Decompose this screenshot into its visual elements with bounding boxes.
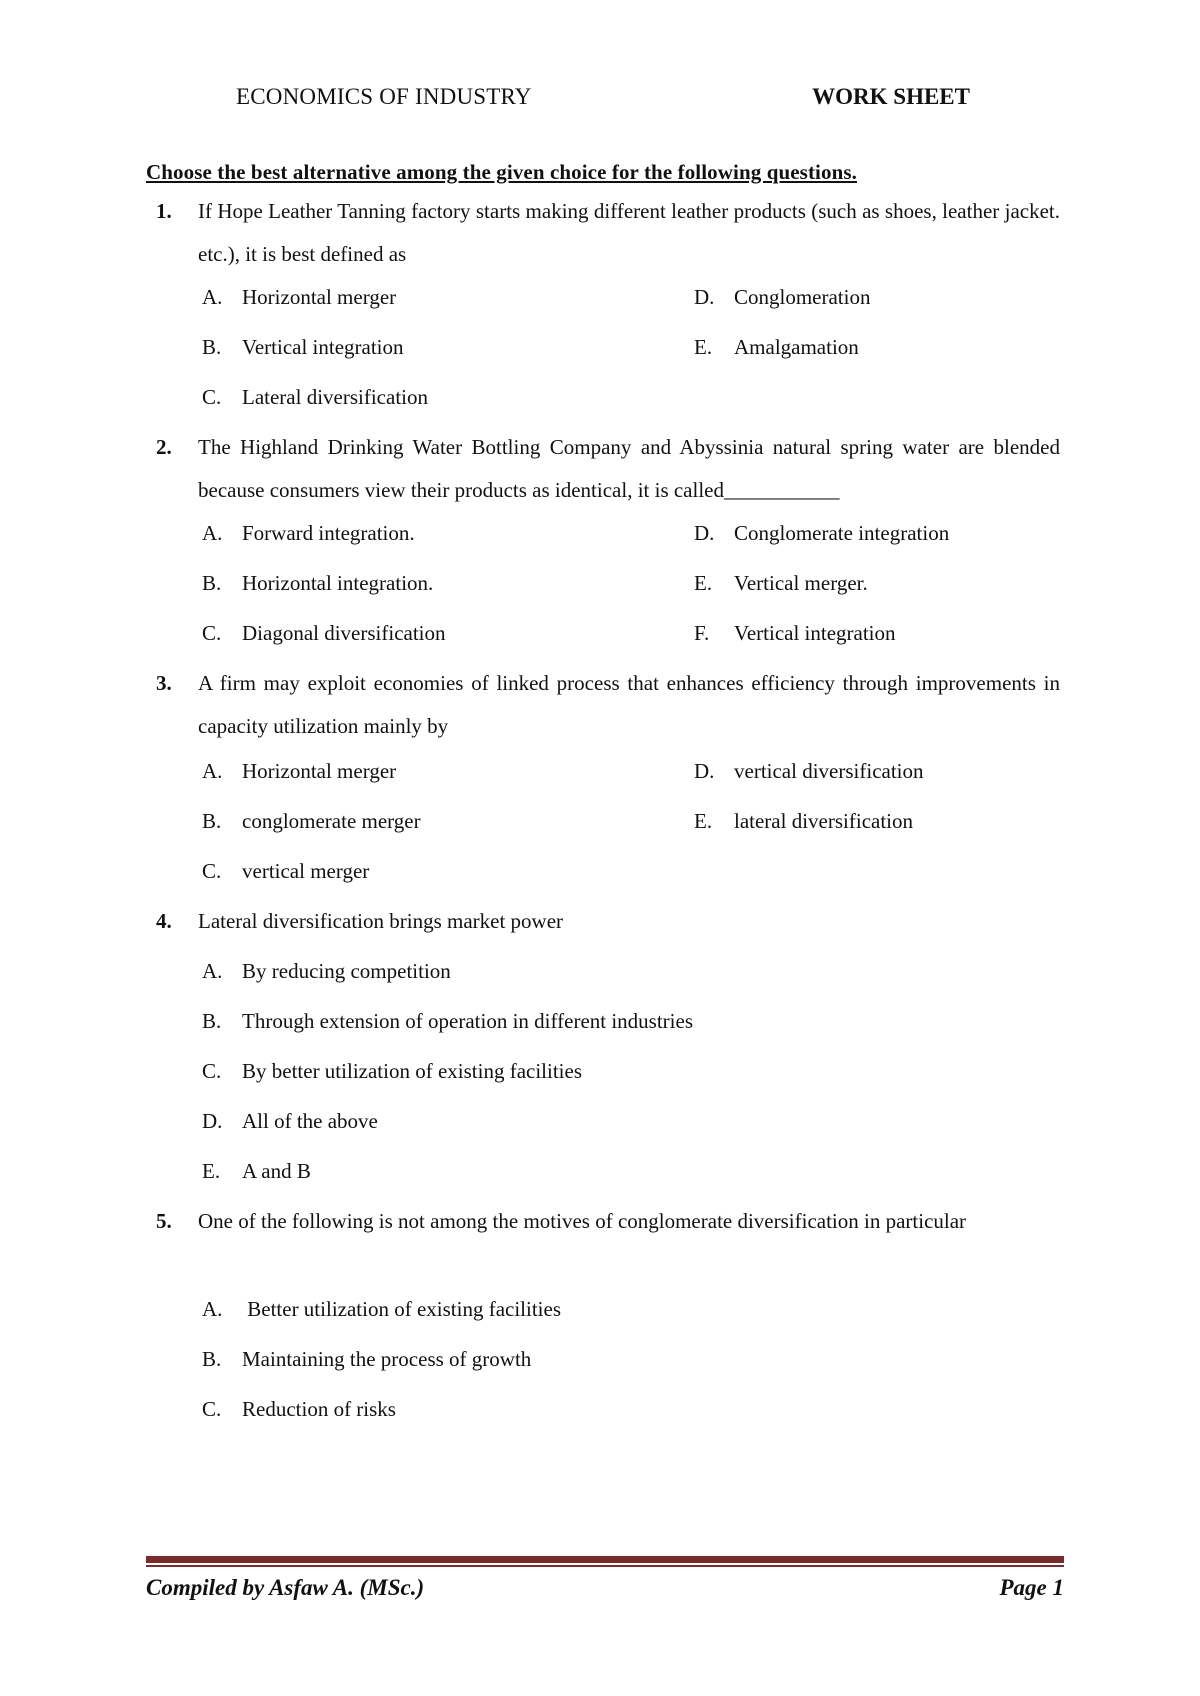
option-letter: B. <box>202 1009 222 1033</box>
option-text: Horizontal merger <box>242 759 397 783</box>
option-letter: B. <box>202 809 222 833</box>
footer-page-number: Page 1 <box>999 1575 1064 1600</box>
option-3e <box>694 806 913 836</box>
question-number: 3. <box>156 671 172 695</box>
option-4a <box>202 956 451 986</box>
option-2c <box>202 618 446 648</box>
option-3d <box>694 756 924 786</box>
option-1e <box>694 332 859 362</box>
option-text: Diagonal diversification <box>242 621 446 645</box>
question-number: 1. <box>156 199 172 223</box>
option-2f <box>694 618 896 648</box>
option-letter: A. <box>202 1297 223 1321</box>
option-text: Vertical merger. <box>734 571 868 595</box>
option-text: conglomerate merger <box>242 809 421 833</box>
option-text: Vertical integration <box>242 335 404 359</box>
option-text: Horizontal merger <box>242 285 397 309</box>
option-text: lateral diversification <box>734 809 914 833</box>
question-text: The Highland Drinking Water Bottling Company and Abyssinia natural spring water are blended because consumers view their products as identical, it is called___________ <box>198 435 1060 502</box>
option-5c <box>202 1394 396 1424</box>
option-text: vertical merger <box>242 859 370 883</box>
question-text: If Hope Leather Tanning factory starts making different leather products (such as shoes, leather jacket. etc.), it is best defined as <box>198 199 1060 266</box>
option-2e <box>694 568 868 598</box>
footer-rule-thin <box>146 1565 1064 1567</box>
option-text: Maintaining the process of growth <box>242 1347 532 1371</box>
option-letter: C. <box>202 1059 222 1083</box>
option-letter: C. <box>202 621 222 645</box>
option-letter: E. <box>694 335 713 359</box>
option-4d <box>202 1106 378 1136</box>
option-5b <box>202 1344 531 1374</box>
question-text: Lateral diversification brings market power <box>198 909 564 933</box>
question-text: A firm may exploit economies of linked process that enhances efficiency through improvements in capacity utilization mainly by <box>198 671 1060 738</box>
option-text: Conglomerate integration <box>734 521 950 545</box>
option-text: All of the above <box>242 1109 378 1133</box>
option-3a <box>202 756 396 786</box>
option-text: Reduction of risks <box>242 1397 396 1421</box>
option-letter: D. <box>202 1109 223 1133</box>
option-3b <box>202 806 421 836</box>
option-3c <box>202 856 369 886</box>
page-footer <box>146 1575 1064 1609</box>
option-letter: B. <box>202 335 222 359</box>
option-4b <box>202 1006 693 1036</box>
option-text: Horizontal integration. <box>242 571 434 595</box>
question-number: 2. <box>156 435 172 459</box>
option-text: By better utilization of existing facilities <box>242 1059 582 1083</box>
option-letter: D. <box>694 521 715 545</box>
option-text: Better utilization of existing facilities <box>242 1297 561 1321</box>
option-letter: A. <box>202 285 223 309</box>
question-number: 4. <box>156 909 172 933</box>
option-letter: A. <box>202 521 223 545</box>
option-2b <box>202 568 433 598</box>
option-text: Lateral diversification <box>242 385 428 409</box>
option-2a <box>202 518 415 548</box>
option-letter: C. <box>202 859 222 883</box>
option-5a <box>202 1294 561 1324</box>
option-letter: C. <box>202 1397 222 1421</box>
option-letter: F. <box>694 621 710 645</box>
footer-rule-thick <box>146 1556 1064 1563</box>
option-letter: E. <box>694 809 713 833</box>
option-letter: B. <box>202 571 222 595</box>
option-1a <box>202 282 396 312</box>
option-text: Through extension of operation in different industries <box>242 1009 694 1033</box>
option-1b <box>202 332 404 362</box>
option-4e <box>202 1156 311 1186</box>
option-1c <box>202 382 428 412</box>
option-text: Vertical integration <box>734 621 896 645</box>
option-letter: B. <box>202 1347 222 1371</box>
option-letter: E. <box>202 1159 221 1183</box>
header-subject: ECONOMICS OF INDUSTRY <box>236 84 532 109</box>
option-text: Amalgamation <box>734 335 859 359</box>
header-type: WORK SHEET <box>812 84 970 109</box>
option-text: By reducing competition <box>242 959 451 983</box>
option-text: vertical diversification <box>734 759 924 783</box>
option-text: A and B <box>242 1159 311 1183</box>
option-letter: A. <box>202 759 223 783</box>
option-text: Forward integration. <box>242 521 415 545</box>
option-4c <box>202 1056 582 1086</box>
option-2d <box>694 518 949 548</box>
option-letter: D. <box>694 285 715 309</box>
option-letter: D. <box>694 759 715 783</box>
page-header <box>236 84 970 116</box>
question-number: 5. <box>156 1209 172 1233</box>
instruction-text: Choose the best alternative among the given choice for the following questions. <box>146 160 857 184</box>
option-1d <box>694 282 870 312</box>
option-text: Conglomeration <box>734 285 871 309</box>
option-letter: E. <box>694 571 713 595</box>
option-letter: A. <box>202 959 223 983</box>
question-text: One of the following is not among the motives of conglomerate diversification in particular <box>198 1209 967 1233</box>
option-letter: C. <box>202 385 222 409</box>
footer-compiled-by: Compiled by Asfaw A. (MSc.) <box>146 1575 425 1600</box>
